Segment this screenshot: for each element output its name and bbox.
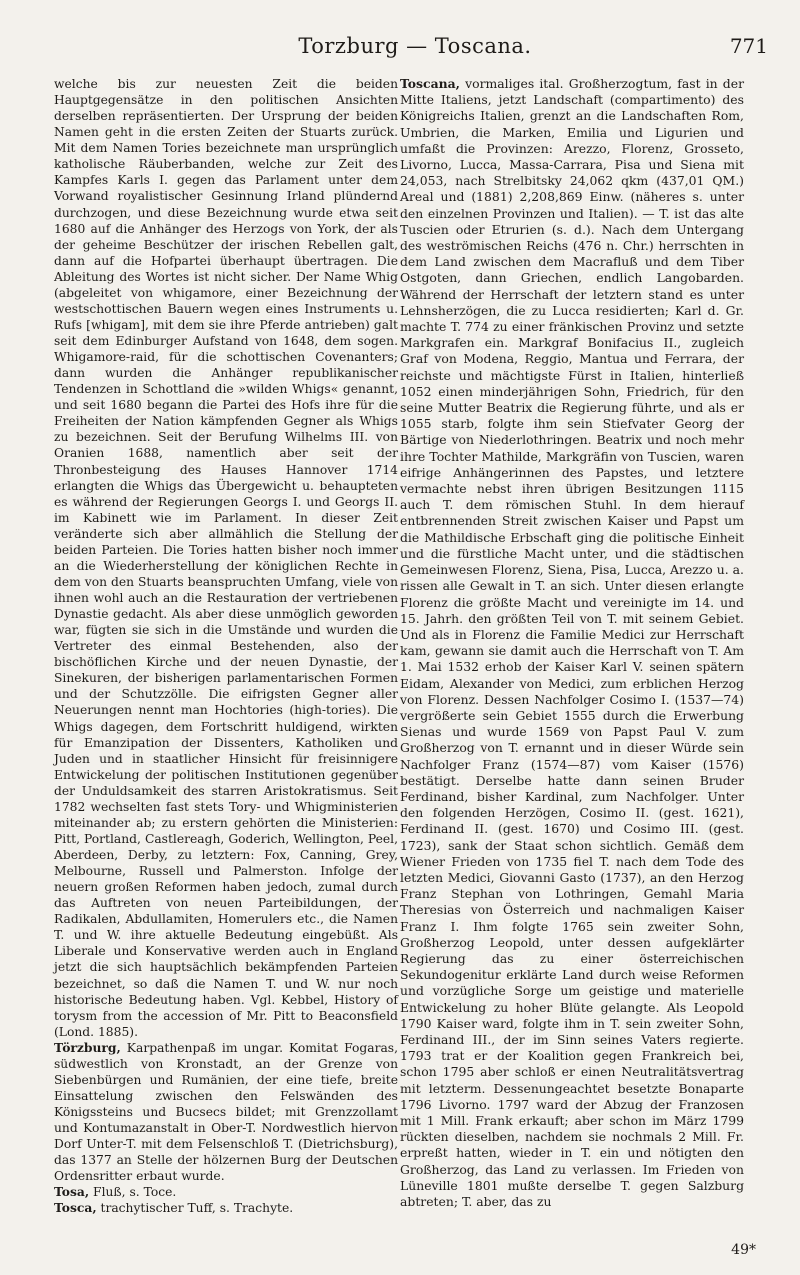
entry-tosca [54,1200,398,1216]
entry-tosa [54,1184,398,1200]
entry-text: vormaliges ital. Großherzogtum, fast in der Mitte Italiens, jetzt Landschaft (compartimento) des Königreichs Italien, grenzt an die Landschaften Rom, Umbrien, die Marken, Emilia und Ligurien und umfaßt die Provinzen: Arezzo, Florenz, Grosseto, Livorno, Lucca, Massa-Carrara, Pisa und Siena mit 24,053, nach Strelbitsky 24,062 qkm (437,01 QM.) Areal und (1881) 2,208,869 Einw. (näheres s. unter den einzelnen Provinzen und Italien). — T. ist das alte Tuscien oder Etrurien (s. d.). Nach dem Untergang des weströmischen Reichs (476 n. Chr.) herrschten in dem Land zwischen dem Macrafluß und dem Tiber Ostgoten, dann Griechen, endlich Langobarden. Während der Herrschaft der letztern stand es unter Lehnsherzögen, die zu Lucca residierten; Karl d. Gr. machte T. 774 zu einer fränkischen Provinz und setzte Markgrafen ein. Markgraf Bonifacius II., zugleich Graf von Modena, Reggio, Mantua und Ferrara, der reichste und mächtigste Fürst in Italien, hinterließ 1052 einen minderjährigen Sohn, Friedrich, für den seine Mutter Beatrix die Regierung führte, und als er 1055 starb, folgte ihm sein Stiefvater Georg der Bärtige von Niederlothringen. Beatrix und noch mehr ihre Tochter Mathilde, Markgräfin von Tuscien, waren eifrige Anhängerinnen des Papstes, und letztere vermachte nebst ihren übrigen Besitzungen 1115 auch T. dem römischen Stuhl. In dem hierauf entbrennenden Streit zwischen Kaiser und Papst um die Mathildische Erbschaft ging die politische Einheit und die fürstliche Macht unter, und die städtischen Gemeinwesen Florenz, Siena, Pisa, Lucca, Arezzo u. a. rissen alle Gewalt in T. an sich. Unter diesen erlangte Florenz die größte Macht und vereinigte im 14. und 15. Jahrh. den größten Teil von T. mit seinem Gebiet. Und als in Florenz die Familie Medici zur Herrschaft kam, gewann sie damit auch die Herrschaft von T. Am 1. Mai 1532 erhob der Kaiser Karl V. seinen spätern Eidam, Alexander von Medici, zum erblichen Herzog von Florenz. Dessen Nachfolger Cosimo I. (1537—74) vergrößerte sein Gebiet 1555 durch die Erwerbung Sienas und wurde 1569 von Papst Paul V. zum Großherzog von T. ernannt und in dieser Würde sein Nachfolger Franz (1574—87) vom Kaiser (1576) bestätigt. Derselbe hatte dann seinen Bruder Ferdinand, bisher Kardinal, zum Nachfolger. Unter den folgenden Herzögen, Cosimo II. (gest. 1621), Ferdinand II. (gest. 1670) und Cosimo III. (gest. 1723), sank der Staat schon sichtlich. Gemäß dem Wiener Frieden von 1735 fiel T. nach dem Tode des letzten Medici, Giovanni Gasto (1737), an den Herzog Franz Stephan von Lothringen, Gemahl Maria Theresias von Österreich und nachmaligen Kaiser Franz I. Ihm folgte 1765 sein zweiter Sohn, Großherzog Leopold, unter dessen aufgeklärter Regierung das zu einer österreichischen Sekundogenitur erklärte Land durch weise Reformen und vorzügliche Sorge um geistige und materielle Entwickelung zu hoher Blüte gelangte. Als Leopold 1790 Kaiser ward, folgte ihm in T. sein zweiter Sohn, Ferdinand III., der im Sinn seines Vaters regierte. 1793 trat er der Koalition gegen Frankreich bei, schon 1795 aber schloß er einen Neutralitätsvertrag mit letzterm. Dessenungeachtet besetzte Bonaparte 1796 Livorno. 1797 ward der Abzug der Franzosen mit 1 Mill. Frank erkauft; aber schon im März 1799 rückten dieselben, nachdem sie nochmals 2 Mill. Fr. erpreßt hatten, wieder in T. ein und nötigten den Großherzog, das Land zu verlassen. Im Frieden von Lüneville 1801 mußte derselbe T. gegen Salzburg abtreten; T. aber, das zu [400,76,744,1210]
entry-headword: Tosa, [54,1184,90,1200]
entry-headword: Tosca, [54,1200,97,1216]
entry-tory-whig-continued [54,76,398,1040]
entry-headword: Törzburg, [54,1039,121,1055]
entry-text: Fluß, s. Toce. [89,1185,177,1200]
entry-toerzburg [54,1040,398,1185]
paragraph-text: welche bis zur neuesten Zeit die beiden Hauptgegensätze in den politischen Ansichten derselben repräsentierten. Der Ursprung der beiden Namen geht in die ersten Zeiten der Stuarts zurück. Mit dem Namen Tories bezeichnete man ursprünglich katholische Räuberbanden, welche zur Zeit des Kampfes Karls I. gegen das Parlament unter dem Vorwand royalistischer Gesinnung Irland plündernd durchzogen, und diese Bezeichnung wurde etwa seit 1680 auf die Anhänger des Herzogs von York, der als der geheime Beschützer der irischen Rebellen galt, dann auf die Hofpartei überhaupt übertragen. Die Ableitung des Wortes ist nicht sicher. Der Name Whig (abgeleitet von whigamore, einer Bezeichnung der westschottischen Bauern wegen eines Instruments u. Rufs [whigam], mit dem sie ihre Pferde antrieben) galt seit dem Edinburger Aufstand von 1648, dem sogen. Whigamore-raid, für die schottischen Covenanters; dann wurden die Anhänger republikanischer Tendenzen in Schottland die »wilden Whigs« genannt, und seit 1680 begann die Partei des Hofs ihre für die Freiheiten der Nation kämpfenden Gegner als Whigs zu bezeichnen. Seit der Berufung Wilhelms III. von Oranien 1688, namentlich aber seit der Thronbesteigung des Hauses Hannover 1714 erlangten die Whigs das Übergewicht u. behaupteten es während der Regierungen Georgs I. und Georgs II. im Kabinett wie im Parlament. In dieser Zeit veränderte sich aber allmählich die Stellung der beiden Parteien. Die Tories hatten bisher noch immer an die Wiederherstellung der königlichen Rechte in dem von den Stuarts beanspruchten Umfang, viele von ihnen wohl auch an die Restauration der vertriebenen Dynastie gedacht. Als aber diese unmöglich geworden war, fügten sie sich in die Umstände und wurden die Vertreter des einmal Bestehenden, also der bischöflichen Kirche und der neuen Dynastie, der Sinekuren, der bisherigen parlamentarischen Formen und der Schutzzölle. Die eifrigsten Gegner aller Neuerungen nennt man Hochtories (high-tories). Die Whigs dagegen, dem Fortschritt huldigend, wirkten für Emanzipation der Dissenters, Katholiken und Juden und in staatlicher Hinsicht für freisinnigere Entwickelung der politischen Institutionen gegenüber der Unduldsamkeit des starren Aristokratismus. Seit 1782 wechselten fast stets Tory- und Whigministerien miteinander ab; zu erstern gehörten die Ministerien: Pitt, Portland, Castlereagh, Goderich, Wellington, Peel, Aberdeen, Derby, zu letztern: Fox, Canning, Grey, Melbourne, Russell und Palmerston. Infolge der neuern großen Reformen haben jedoch, zumal durch das Auftreten von neuen Parteibildungen, der Radikalen, Abdullamiten, Homerulers etc., die Namen T. und W. ihre aktuelle Bedeutung eingebüßt. Als Liberale und Konservative werden auch in England jetzt die sich hauptsächlich bekämpfenden Parteien bezeichnet, so daß die Namen T. und W. nur noch historische Bedeutung haben. Vgl. Kebbel, History of torysm from the accession of Mr. Pitt to Beaconsfield (Lond. 1885). [54,77,398,1039]
page-number: 771 [729,34,768,58]
entry-headword: Toscana, [400,76,460,91]
running-header [60,34,770,64]
signature-mark: 49* [731,1242,756,1258]
header-title: Torzburg — Toscana. [298,34,532,58]
entry-text: trachytischer Tuff, s. Trachyte. [96,1201,294,1216]
left-column [54,76,398,1216]
entry-toscana [400,76,744,1210]
right-column [400,76,744,1210]
entry-text: Karpathenpaß im ungar. Komitat Fogaras, südwestlich von Kronstadt, an der Grenze von Siebenbürgen und Rumänien, der eine tiefe, breite Einsattelung zwischen den Felswänden des Königssteins und Bucsecs bildet; mit Grenzzollamt und Kontumazanstalt in Ober-T. Nordwestlich hiervon Dorf Unter-T. mit dem Felsenschloß T. (Dietrichsburg), das 1377 an Stelle der hölzernen Burg der Deutschen Ordensritter erbaut wurde. [54,1040,398,1184]
